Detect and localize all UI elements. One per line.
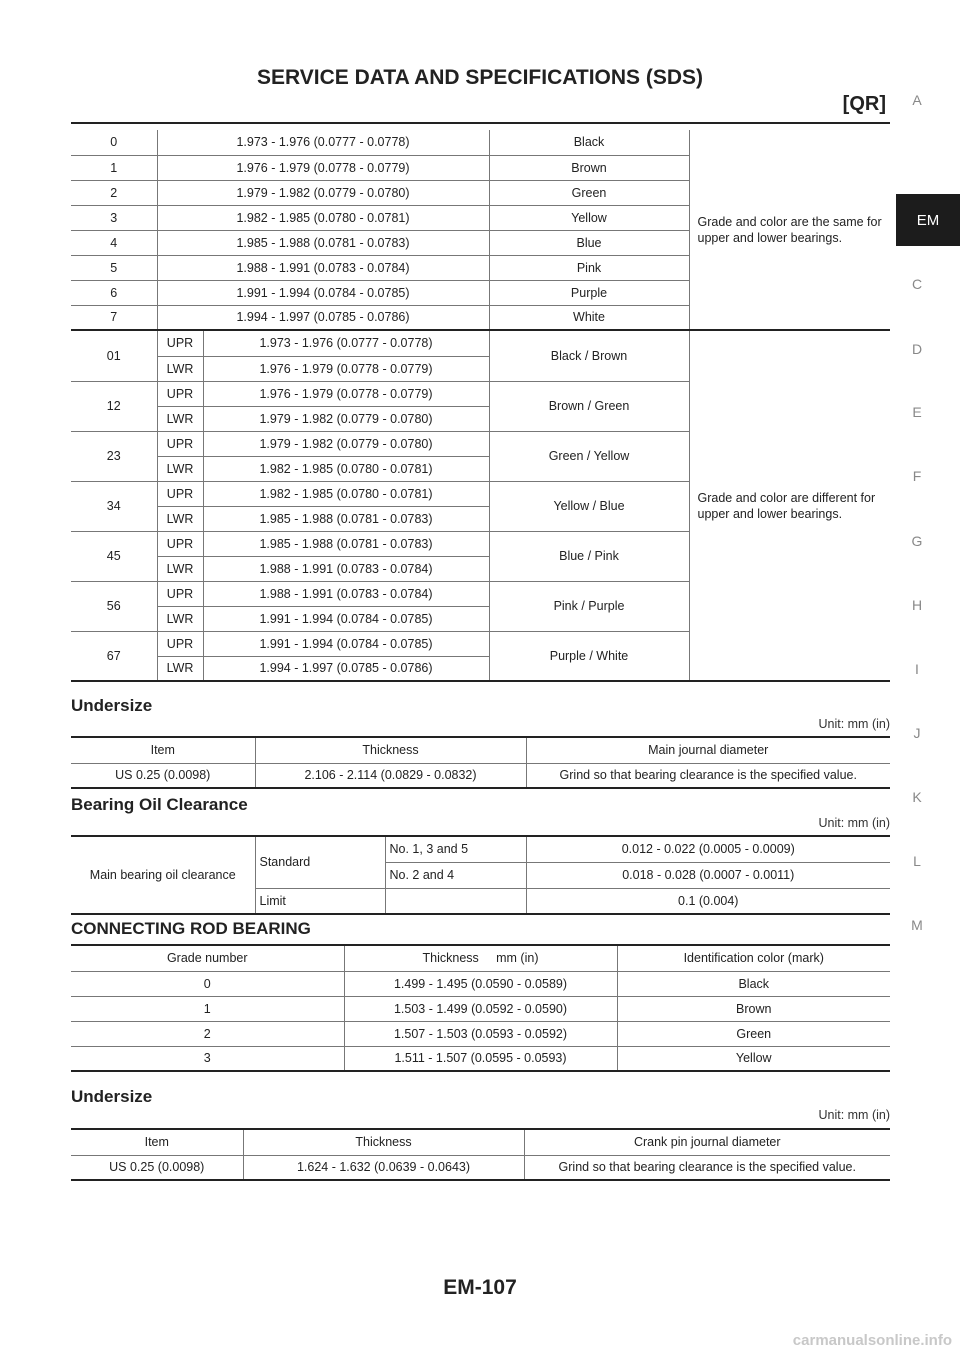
thickness-cell: 2.106 - 2.114 (0.0829 - 0.0832)	[255, 763, 526, 788]
column-header: Item	[71, 1129, 243, 1155]
color-cell: Black	[489, 130, 689, 155]
thickness-cell: 1.976 - 1.979 (0.0778 - 0.0779)	[203, 381, 489, 406]
table-row	[71, 1021, 890, 1046]
upr-label: UPR	[157, 581, 203, 606]
lwr-label: LWR	[157, 606, 203, 631]
thickness-cell: 1.507 - 1.503 (0.0593 - 0.0592)	[344, 1021, 617, 1046]
thickness-cell: 1.988 - 1.991 (0.0783 - 0.0784)	[203, 556, 489, 581]
thickness-cell: 1.982 - 1.985 (0.0780 - 0.0781)	[203, 481, 489, 506]
column-header: Identification color (mark)	[617, 945, 890, 971]
side-index-d[interactable]: D	[911, 341, 923, 357]
lwr-label: LWR	[157, 656, 203, 681]
conrod-heading: CONNECTING ROD BEARING	[71, 919, 311, 938]
grade-cell: 2	[71, 1021, 344, 1046]
thickness-cell: 1.976 - 1.979 (0.0778 - 0.0779)	[157, 155, 489, 180]
thickness-cell: 1.979 - 1.982 (0.0779 - 0.0780)	[203, 431, 489, 456]
grade-cell: 5	[71, 255, 157, 280]
color-cell: Brown	[489, 155, 689, 180]
table-row	[71, 763, 890, 788]
undersize-main-table	[71, 736, 890, 789]
diameter-cell: Grind so that bearing clearance is the specified value.	[526, 763, 890, 788]
item-cell: US 0.25 (0.0098)	[71, 763, 255, 788]
side-index-l[interactable]: L	[913, 853, 921, 869]
empty-cell	[385, 888, 526, 914]
page-title: SERVICE DATA AND SPECIFICATIONS (SDS)	[256, 66, 704, 89]
undersize-conrod-unit: Unit: mm (in)	[818, 1108, 890, 1122]
note-different-cell: Grade and color are different for upper and lower bearings.	[689, 331, 890, 681]
clearance-value-cell: 0.012 - 0.022 (0.0005 - 0.0009)	[526, 836, 890, 862]
upr-label: UPR	[157, 481, 203, 506]
color-cell: Green	[489, 180, 689, 205]
upr-label: UPR	[157, 631, 203, 656]
thickness-cell: 1.985 - 1.988 (0.0781 - 0.0783)	[157, 230, 489, 255]
color-cell: White	[489, 305, 689, 330]
column-header: Grade number	[71, 945, 344, 971]
column-header: Thickness	[243, 1129, 524, 1155]
lwr-label: LWR	[157, 356, 203, 381]
table-header-row	[71, 1129, 890, 1155]
clearance-value-cell: 0.018 - 0.028 (0.0007 - 0.0011)	[526, 862, 890, 888]
side-index-i[interactable]: I	[915, 661, 919, 677]
main-bearing-grade-table	[71, 130, 890, 682]
table-header-row	[71, 737, 890, 763]
thickness-cell: 1.511 - 1.507 (0.0595 - 0.0593)	[344, 1046, 617, 1071]
table-row	[71, 331, 890, 356]
color-cell: Brown	[617, 996, 890, 1021]
thickness-cell: 1.994 - 1.997 (0.0785 - 0.0786)	[203, 656, 489, 681]
thickness-cell: 1.982 - 1.985 (0.0780 - 0.0781)	[157, 205, 489, 230]
section-code: [QR]	[842, 93, 886, 115]
color-cell: Blue	[489, 230, 689, 255]
thickness-cell: 1.973 - 1.976 (0.0777 - 0.0778)	[203, 331, 489, 356]
side-index-em-tab[interactable]: EM	[896, 194, 960, 246]
color-cell: Purple	[489, 280, 689, 305]
thickness-cell: 1.503 - 1.499 (0.0592 - 0.0590)	[344, 996, 617, 1021]
oil-clearance-unit: Unit: mm (in)	[818, 816, 890, 830]
lwr-label: LWR	[157, 456, 203, 481]
thickness-cell: 1.624 - 1.632 (0.0639 - 0.0643)	[243, 1155, 524, 1180]
standard-cell: Standard	[255, 836, 385, 888]
side-index-f[interactable]: F	[912, 468, 922, 484]
upr-label: UPR	[157, 331, 203, 356]
oil-clearance-heading: Bearing Oil Clearance	[71, 795, 248, 814]
thickness-cell: 1.985 - 1.988 (0.0781 - 0.0783)	[203, 531, 489, 556]
color-cell: Green	[617, 1021, 890, 1046]
table-row	[71, 971, 890, 996]
color-cell: Purple / White	[489, 631, 689, 681]
grade-cell: 67	[71, 631, 157, 681]
grade-cell: 7	[71, 305, 157, 330]
table-header-row	[71, 945, 890, 971]
color-cell: Blue / Pink	[489, 531, 689, 581]
color-cell: Yellow	[489, 205, 689, 230]
diameter-cell: Grind so that bearing clearance is the specified value.	[524, 1155, 890, 1180]
color-cell: Yellow	[617, 1046, 890, 1071]
grade-cell: 0	[71, 130, 157, 155]
table-row	[71, 1155, 890, 1180]
thickness-cell: 1.988 - 1.991 (0.0783 - 0.0784)	[203, 581, 489, 606]
limit-label-cell: Limit	[255, 888, 385, 914]
note-same-cell: Grade and color are the same for upper and lower bearings.	[689, 130, 890, 330]
grade-cell: 3	[71, 205, 157, 230]
color-cell: Black / Brown	[489, 331, 689, 381]
journal-label-cell: No. 2 and 4	[385, 862, 526, 888]
oil-clearance-table	[71, 835, 890, 915]
side-index-h[interactable]: H	[911, 597, 923, 613]
grade-single-rows	[71, 130, 890, 330]
thickness-cell: 1.976 - 1.979 (0.0778 - 0.0779)	[203, 356, 489, 381]
grade-cell: 56	[71, 581, 157, 631]
thickness-cell: 1.985 - 1.988 (0.0781 - 0.0783)	[203, 506, 489, 531]
grade-cell: 1	[71, 996, 344, 1021]
undersize-conrod-heading: Undersize	[71, 1087, 153, 1106]
grade-cell: 1	[71, 155, 157, 180]
table-row	[71, 130, 890, 155]
upr-label: UPR	[157, 381, 203, 406]
grade-cell: 12	[71, 381, 157, 431]
grade-combination-table	[71, 331, 890, 682]
undersize-conrod-table	[71, 1128, 890, 1181]
thickness-cell: 1.991 - 1.994 (0.0784 - 0.0785)	[203, 631, 489, 656]
side-index-a[interactable]: A	[912, 92, 922, 108]
table-row	[71, 1046, 890, 1071]
grade-cell: 2	[71, 180, 157, 205]
grade-cell: 4	[71, 230, 157, 255]
thickness-cell: 1.991 - 1.994 (0.0784 - 0.0785)	[157, 280, 489, 305]
side-index-c[interactable]: C	[911, 276, 923, 292]
side-index-g[interactable]: G	[911, 533, 923, 549]
item-cell: Main bearing oil clearance	[71, 836, 255, 914]
color-cell: Pink	[489, 255, 689, 280]
page-number: EM-107	[443, 1276, 517, 1299]
thickness-cell: 1.991 - 1.994 (0.0784 - 0.0785)	[203, 606, 489, 631]
column-header: Thickness	[255, 737, 526, 763]
side-index-m[interactable]: M	[911, 917, 923, 933]
lwr-label: LWR	[157, 406, 203, 431]
header-rule	[71, 122, 890, 124]
column-header: Item	[71, 737, 255, 763]
column-header: Crank pin journal diameter	[524, 1129, 890, 1155]
lwr-label: LWR	[157, 556, 203, 581]
thickness-cell: 1.499 - 1.495 (0.0590 - 0.0589)	[344, 971, 617, 996]
side-index-j[interactable]: J	[913, 725, 921, 741]
color-cell: Green / Yellow	[489, 431, 689, 481]
journal-label-cell: No. 1, 3 and 5	[385, 836, 526, 862]
side-index-k[interactable]: K	[912, 789, 922, 805]
undersize-main-unit: Unit: mm (in)	[818, 717, 890, 731]
conrod-grade-table	[71, 944, 890, 1072]
lwr-label: LWR	[157, 506, 203, 531]
thickness-cell: 1.982 - 1.985 (0.0780 - 0.0781)	[203, 456, 489, 481]
grade-cell: 0	[71, 971, 344, 996]
grade-cell: 3	[71, 1046, 344, 1071]
column-header: Thickness mm (in)	[344, 945, 617, 971]
thickness-cell: 1.979 - 1.982 (0.0779 - 0.0780)	[203, 406, 489, 431]
upr-label: UPR	[157, 431, 203, 456]
color-cell: Black	[617, 971, 890, 996]
item-cell: US 0.25 (0.0098)	[71, 1155, 243, 1180]
thickness-cell: 1.988 - 1.991 (0.0783 - 0.0784)	[157, 255, 489, 280]
grade-cell: 6	[71, 280, 157, 305]
table-row	[71, 836, 890, 862]
thickness-cell: 1.994 - 1.997 (0.0785 - 0.0786)	[157, 305, 489, 330]
undersize-main-heading: Undersize	[71, 696, 153, 715]
table-row	[71, 996, 890, 1021]
watermark: carmanualsonline.info	[792, 1332, 952, 1349]
side-index-e[interactable]: E	[912, 404, 922, 420]
grade-cell: 34	[71, 481, 157, 531]
grade-cell: 45	[71, 531, 157, 581]
grade-cell: 23	[71, 431, 157, 481]
thickness-cell: 1.973 - 1.976 (0.0777 - 0.0778)	[157, 130, 489, 155]
column-header: Main journal diameter	[526, 737, 890, 763]
color-cell: Pink / Purple	[489, 581, 689, 631]
upr-label: UPR	[157, 531, 203, 556]
color-cell: Brown / Green	[489, 381, 689, 431]
thickness-cell: 1.979 - 1.982 (0.0779 - 0.0780)	[157, 180, 489, 205]
grade-cell: 01	[71, 331, 157, 381]
limit-value-cell: 0.1 (0.004)	[526, 888, 890, 914]
color-cell: Yellow / Blue	[489, 481, 689, 531]
